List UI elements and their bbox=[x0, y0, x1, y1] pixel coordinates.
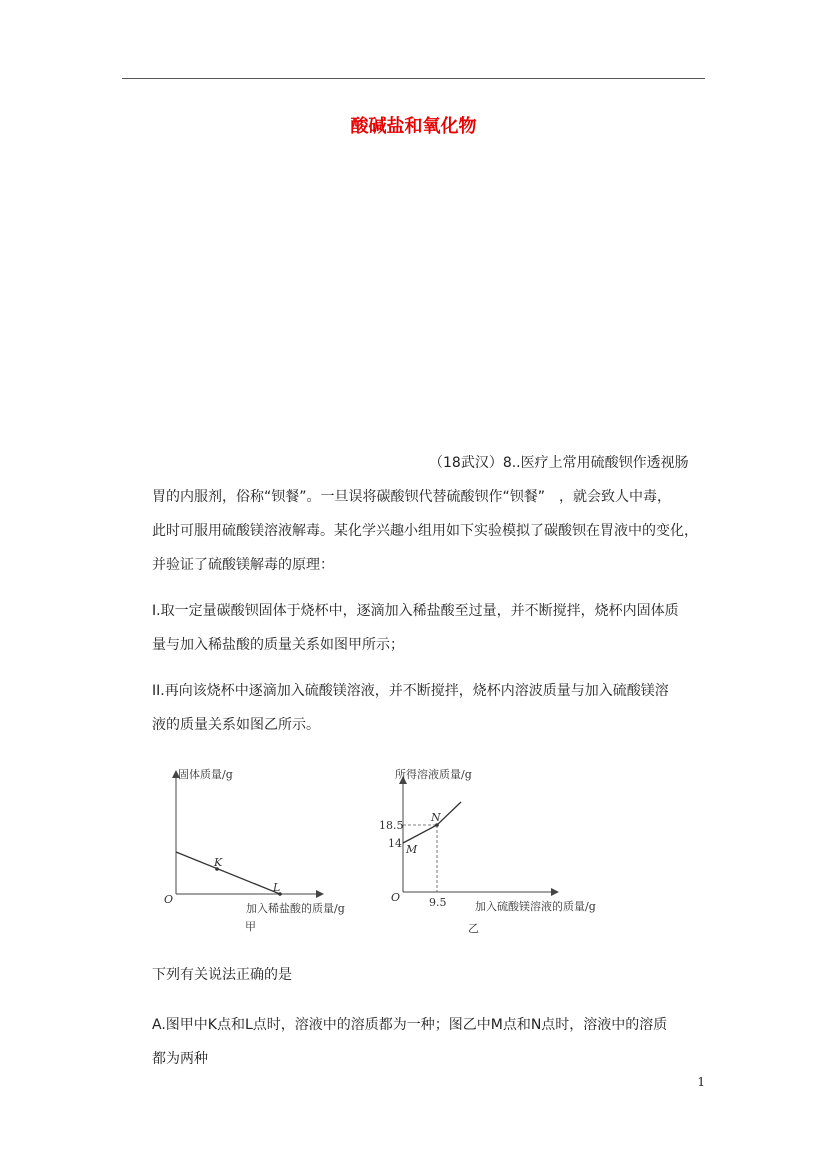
yi-tick-9-5: 9.5 bbox=[429, 896, 447, 909]
figure-jia bbox=[150, 760, 380, 935]
yi-tick-14: 14 bbox=[388, 837, 402, 850]
yi-tick-18-5: 18.5 bbox=[379, 819, 404, 832]
yi-n-label: N bbox=[431, 811, 441, 824]
step1-line-1: I.取一定量碳酸钡固体于烧杯中，逐滴加入稀盐酸至过量，并不断搅拌，烧杯内固体质 bbox=[152, 603, 679, 619]
question-prompt: 下列有关说法正确的是 bbox=[152, 967, 292, 983]
question-source: （18武汉）8..医疗上常用硫酸钡作透视肠 bbox=[429, 455, 689, 471]
intro-line-2: 此时可服用硫酸镁溶液解毒。某化学兴趣小组用如下实验模拟了碳酸钡在胃液中的变化， bbox=[152, 523, 698, 539]
step2-line-1: II.再向该烧杯中逐滴加入硫酸镁溶液，并不断搅拌，烧杯内溶波质量与加入硫酸镁溶 bbox=[152, 683, 669, 699]
figure-yi bbox=[365, 760, 625, 935]
jia-xlabel: 加入稀盐酸的质量/g bbox=[246, 902, 345, 915]
option-a-line-1: A.图甲中K点和L点时，溶液中的溶质都为一种；图乙中M点和N点时，溶液中的溶质 bbox=[152, 1017, 668, 1033]
jia-k-label: K bbox=[214, 856, 223, 869]
jia-ylabel: 固体质量/g bbox=[178, 768, 233, 781]
jia-origin: O bbox=[164, 893, 174, 906]
jia-l-label: L bbox=[273, 881, 281, 894]
jia-line bbox=[176, 852, 280, 894]
yi-m-label: M bbox=[406, 843, 418, 856]
yi-caption: 乙 bbox=[468, 922, 479, 935]
page-number: 1 bbox=[697, 1075, 705, 1089]
yi-origin: O bbox=[391, 891, 401, 904]
intro-line-1: 胃的内服剂，俗称“钡餐”。一旦误将碳酸钡代替硫酸钡作“钡餐” ，就会致人中毒， bbox=[152, 489, 672, 505]
step1-line-2: 量与加入稀盐酸的质量关系如图甲所示； bbox=[152, 637, 404, 653]
intro-line-3: 并验证了硫酸镁解毒的原理： bbox=[152, 557, 334, 573]
jia-caption: 甲 bbox=[245, 920, 256, 933]
yi-xlabel: 加入硫酸镁溶液的质量/g bbox=[475, 900, 596, 913]
header-rule bbox=[122, 78, 705, 79]
option-a-line-2: 都为两种 bbox=[152, 1051, 208, 1067]
step2-line-2: 液的质量关系如图乙所示。 bbox=[152, 717, 320, 733]
yi-ylabel: 所得溶液质量/g bbox=[395, 768, 472, 781]
page-title: 酸碱盐和氧化物 bbox=[350, 116, 477, 137]
